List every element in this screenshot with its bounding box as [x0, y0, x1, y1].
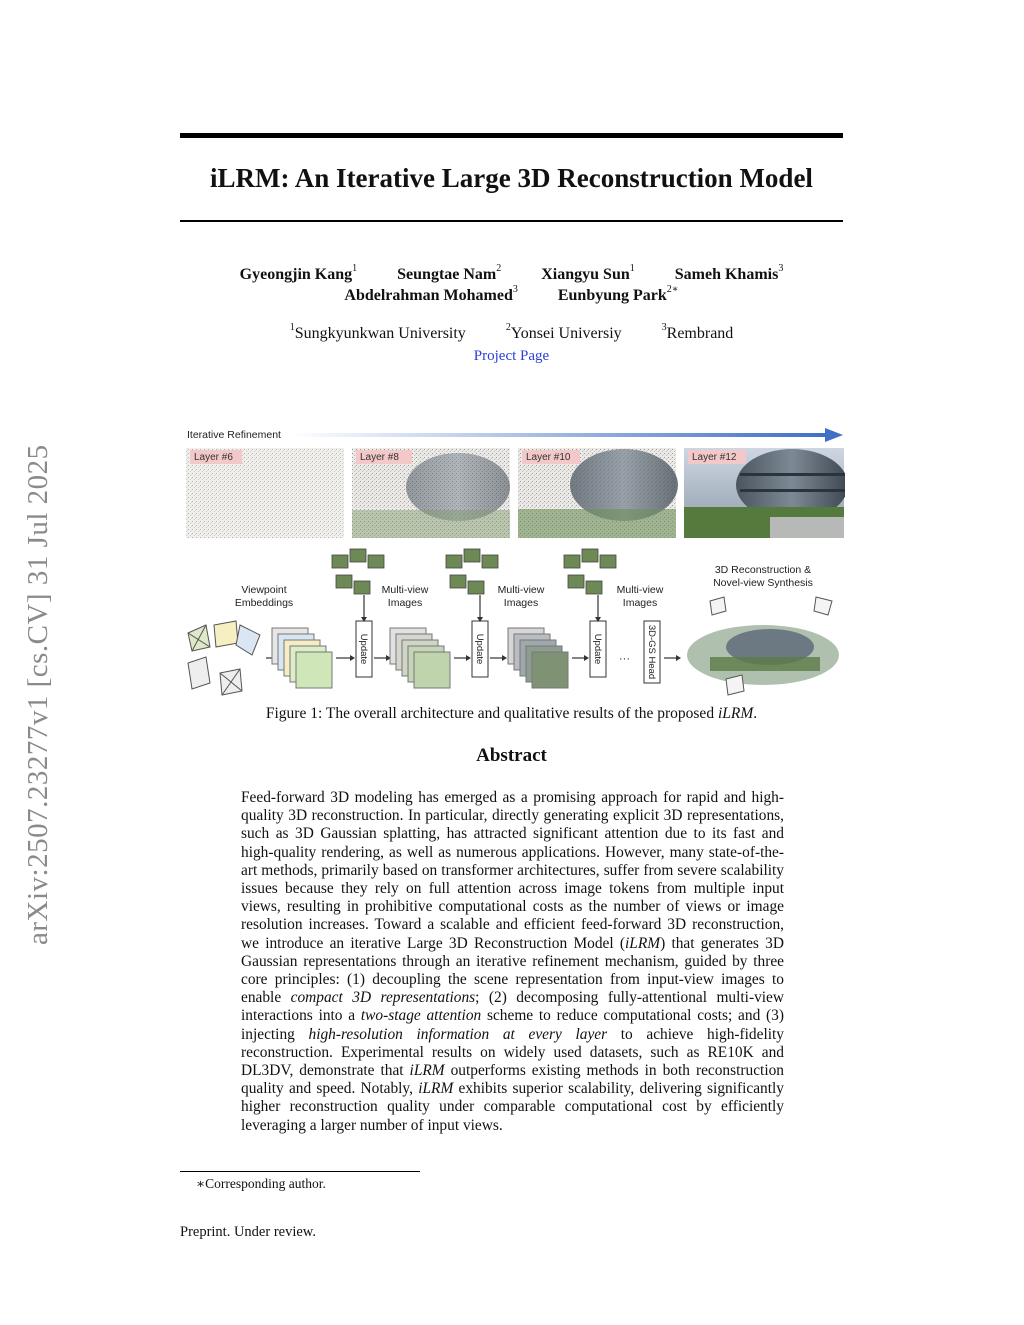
- footnote-rule: [180, 1171, 420, 1172]
- arrow-label: Iterative Refinement: [187, 429, 281, 441]
- layer-label: Layer #8: [360, 452, 399, 463]
- author-line-2: [180, 284, 843, 305]
- abstract-body: Feed-forward 3D modeling has emerged as a promising approach for rapid and high-quality 3D reconstruction. In particular, directly generating explicit 3D representations, such as 3D Gaussian splatting, has attracted significant attention due to its fast and high-quality rendering, as well as numerous applications. However, many state-of-the-art methods, primarily based on transformer architectures, suffer from severe scalability issues because they rely on full attention across image tokens from multiple input views, resulting in prohibitive computational costs as the number of views or image resolution increases. Toward a scalable and efficient feed-forward 3D reconstruction, we introduce an iterative Large 3D Reconstruction Model (iLRM) that generates 3D Gaussian representations through an iterative refinement mechanism, guided by three core principles: (1) decoupling the scene representation from input-view images to enable compact 3D representations; (2) decomposing fully-attentional multi-view interactions into a two-stage attention scheme to reduce computational costs; and (3) injecting high-resolution information at every layer to achieve high-fidelity reconstruction. Experimental results on widely used datasets, such as RE10K and DL3DV, demonstrate that iLRM outperforms existing methods in both reconstruction quality and speed. Notably, iLRM exhibits superior scalability, delivering significantly higher reconstruction quality under comparable computational cost by efficiently leveraging a larger number of input views.: [241, 789, 784, 1134]
- camera-frustums: [188, 621, 260, 695]
- arxiv-stamp: arXiv:2507.23277v1 [cs.CV] 31 Jul 2025: [22, 444, 54, 945]
- layer-panel: [684, 448, 845, 538]
- layer-label: Layer #10: [526, 452, 571, 463]
- token-stack: [272, 628, 332, 688]
- author-name: Seungtae Nam$^2$: [397, 263, 502, 283]
- viewpoint-label: Embeddings: [234, 597, 294, 609]
- multiview-label: Multi-view: [381, 584, 429, 596]
- project-page-link[interactable]: Project Page: [473, 348, 550, 364]
- multiview-label: Images: [622, 597, 658, 609]
- affiliation: $^2$Yonsei Universiy: [505, 322, 622, 342]
- token-stack: [508, 628, 568, 688]
- author-name: Gyeongjin Kang$^1$: [239, 263, 358, 283]
- affiliation: $^3$Rembrand: [661, 322, 734, 342]
- ellipsis: ···: [619, 653, 630, 665]
- update-label: Update: [592, 633, 603, 665]
- author-name: Eunbyung Park$^{2∗}$: [557, 284, 679, 304]
- recon-label: 3D Reconstruction &: [714, 564, 812, 576]
- multiview-label: Multi-view: [616, 584, 664, 596]
- layer-panel: [352, 448, 510, 538]
- layer-label: Layer #12: [692, 452, 737, 463]
- refinement-arrow: [290, 433, 825, 437]
- affiliations: [180, 322, 843, 343]
- layer-panel: [186, 448, 344, 538]
- paper-title: iLRM: An Iterative Large 3D Reconstruction Model: [210, 163, 813, 193]
- author-name: Abdelrahman Mohamed$^3$: [344, 284, 518, 304]
- multiview-images-group: [446, 549, 498, 594]
- figure-1-architecture: [180, 425, 845, 700]
- recon-label: Novel-view Synthesis: [713, 577, 813, 589]
- multiview-label: Images: [503, 597, 539, 609]
- multiview-images-group: [332, 549, 384, 594]
- viewpoint-label: Viewpoint: [241, 584, 287, 596]
- refinement-arrow-head: [825, 428, 843, 442]
- title-top-rule: [180, 133, 843, 138]
- abstract-heading: Abstract: [476, 745, 547, 766]
- multiview-label: Images: [387, 597, 423, 609]
- multiview-images-group: [564, 549, 616, 594]
- token-stack: [390, 628, 450, 688]
- layer-label: Layer #6: [194, 452, 233, 463]
- reconstruction-scene: [687, 625, 839, 685]
- footnote: ∗Corresponding author.: [196, 1176, 326, 1191]
- title-bottom-rule: [180, 220, 843, 222]
- author-line-1: [180, 263, 843, 284]
- preprint-note: Preprint. Under review.: [180, 1224, 316, 1240]
- update-label: Update: [474, 633, 485, 665]
- multiview-label: Multi-view: [497, 584, 545, 596]
- author-name: Sameh Khamis$^3$: [674, 263, 784, 283]
- affiliation: $^1$Sungkyunkwan University: [289, 322, 466, 342]
- figure-caption: Figure 1: The overall architecture and qualitative results of the proposed iLRM.: [265, 705, 758, 722]
- gs-head-label: 3D-GS Head: [646, 624, 657, 680]
- layer-panel: [518, 448, 678, 538]
- author-name: Xiangyu Sun$^1$: [541, 263, 635, 283]
- update-label: Update: [358, 633, 369, 665]
